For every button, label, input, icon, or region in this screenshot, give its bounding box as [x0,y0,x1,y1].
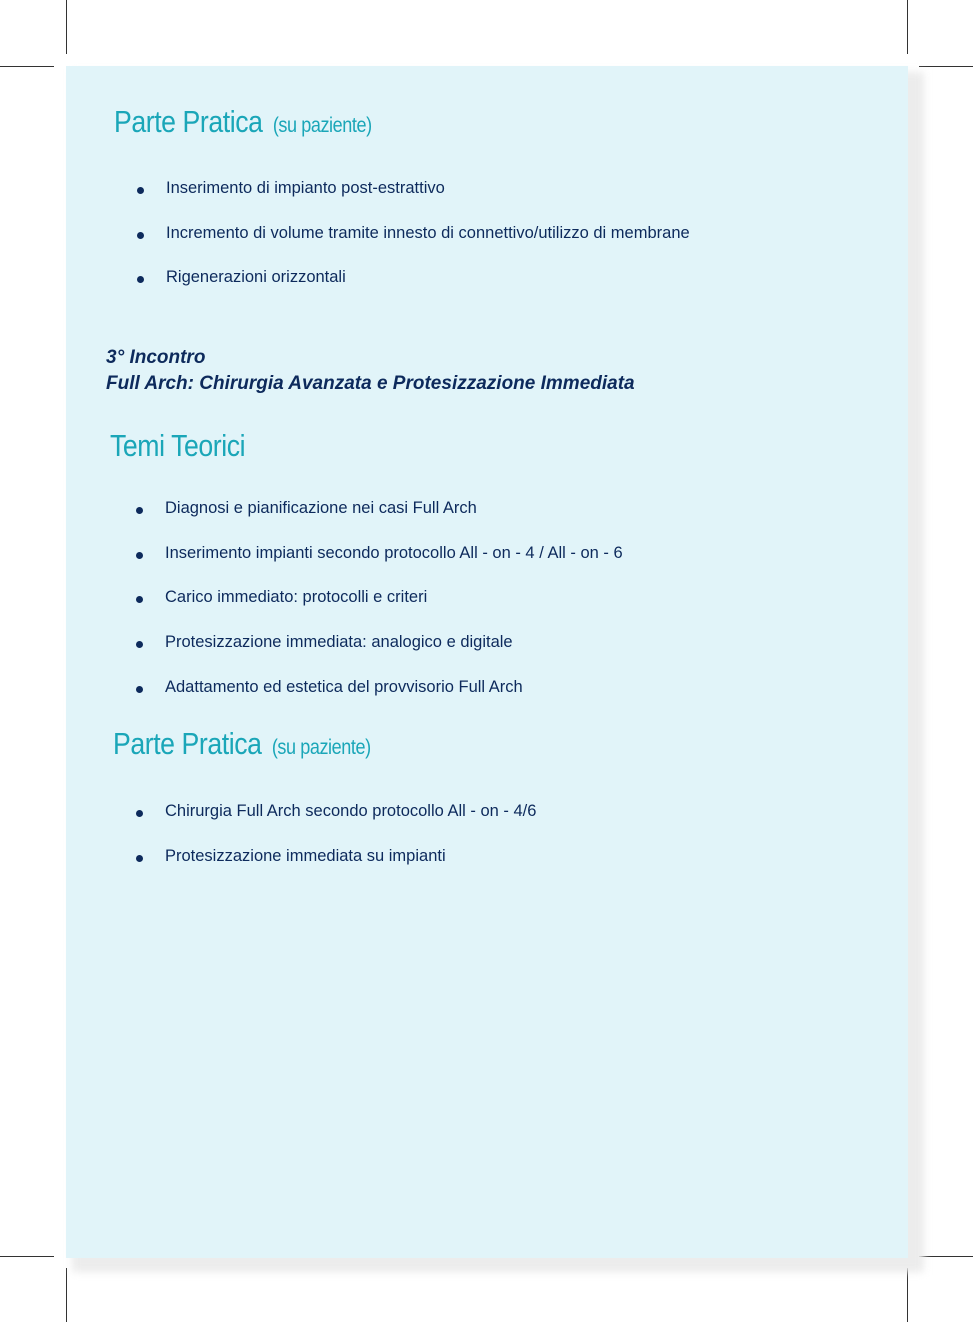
heading-subtitle: (su paziente) [271,736,371,759]
list-item-text: Inserimento impianti secondo protocollo All - on - 4 / All - on - 6 [165,543,623,562]
meeting-heading [106,345,635,397]
list-item-text: Protesizzazione immediata su impianti [165,846,446,865]
list-item-text: Carico immediato: protocolli e criteri [165,588,428,607]
list-item-text: Adattamento ed estetica del provvisorio Full Arch [165,677,523,696]
temi-teorici-heading [110,428,245,464]
list-item-text: Inserimento di impianto post-estrattivo [166,179,445,197]
bullet-icon [136,641,143,648]
list-item-text: Chirurgia Full Arch secondo protocollo All - on - 4/6 [165,802,537,820]
list-item-text: Protesizzazione immediata: analogico e digitale [165,633,513,652]
crop-mark [919,1256,973,1257]
crop-mark [0,1256,54,1257]
bullet-icon [136,507,143,514]
bullet-icon [136,552,143,559]
crop-mark [907,0,908,54]
bullet-icon [136,686,143,693]
bullet-icon [137,232,144,239]
parte-pratica-heading-2 [113,726,371,762]
crop-mark [66,0,67,54]
list-item-text: Incremento di volume tramite innesto di connettivo/utilizzo di membrane [166,223,690,242]
crop-mark [907,1268,908,1322]
list-item-text: Rigenerazioni orizzontali [166,268,346,287]
list-item-text: Diagnosi e pianificazione nei casi Full Arch [165,499,477,517]
crop-mark [919,66,973,67]
heading-subtitle: (su paziente) [272,114,372,137]
parte-pratica-heading [114,104,372,140]
heading-text: Temi Teorici [110,428,246,463]
crop-mark [66,1268,67,1322]
bullet-icon [136,810,143,817]
meeting-title: Full Arch: Chirurgia Avanzata e Protesizzazione Immediata [106,373,635,394]
document-page [66,66,908,1258]
heading-text: Parte Pratica [113,726,262,761]
meeting-number: 3° Incontro [106,347,206,368]
crop-mark [0,66,54,67]
heading-text: Parte Pratica [114,104,263,139]
bullet-icon [136,855,143,862]
bullet-icon [137,187,144,194]
